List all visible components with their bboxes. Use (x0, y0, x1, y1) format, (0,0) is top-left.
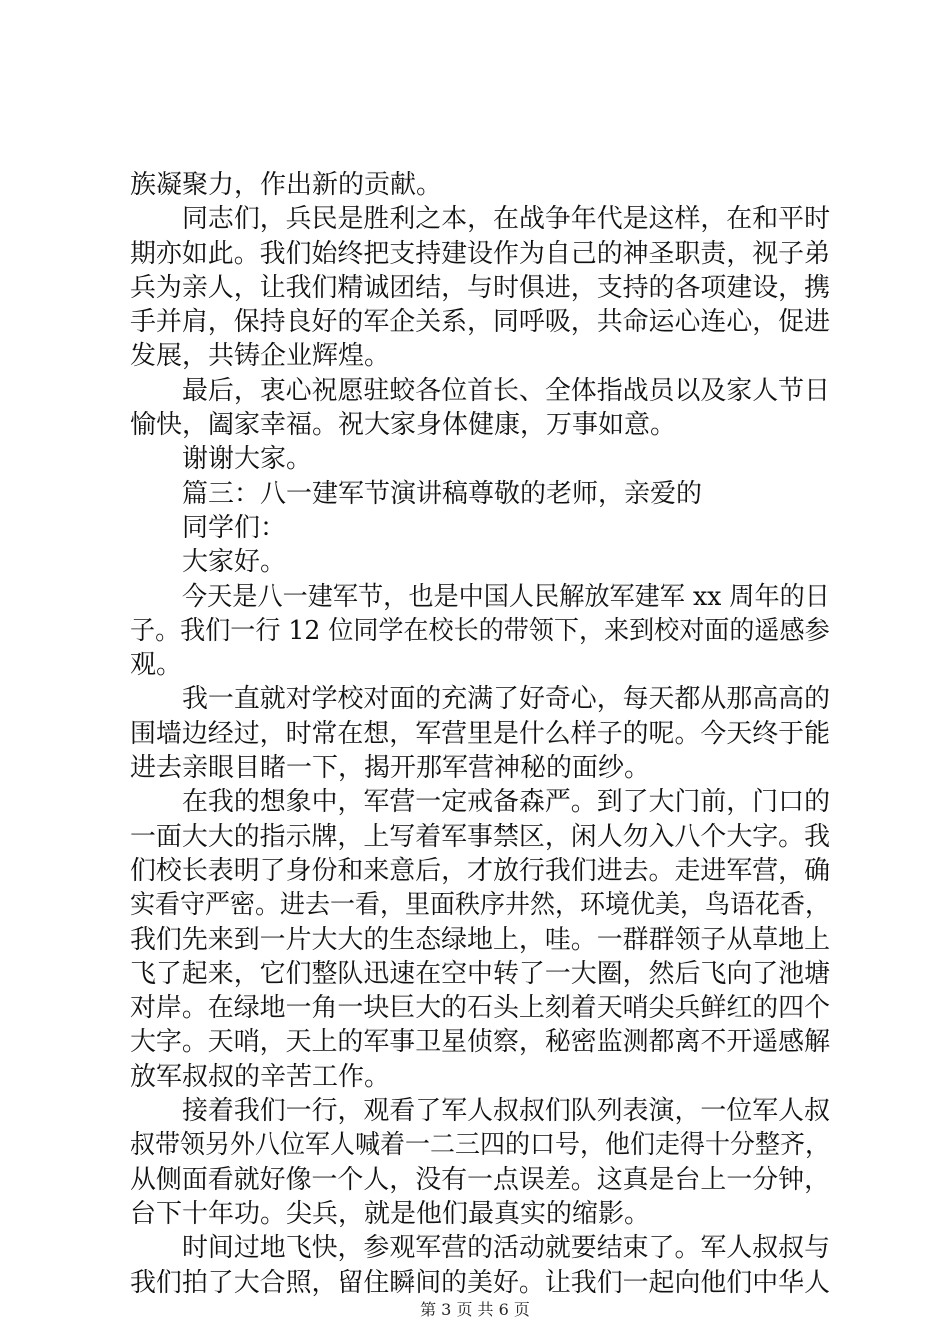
text-line: 篇三：八一建军节演讲稿尊敬的老师，亲爱的 (182, 478, 703, 509)
text-line: 观。 (130, 650, 183, 681)
text-line: 同学们： (182, 512, 287, 543)
text-line: 发展，共铸企业辉煌。 (130, 341, 391, 372)
text-line: 同志们，兵民是胜利之本，在战争年代是这样，在和平时 (182, 204, 831, 235)
text-line: 飞了起来，它们整队迅速在空中转了一大圈，然后飞向了池塘 (130, 958, 831, 989)
text-line: 大字。天哨，天上的军事卫星侦察，秘密监测都离不开遥感解 (130, 1027, 831, 1058)
text-line: 台下十年功。尖兵，就是他们最真实的缩影。 (130, 1198, 651, 1229)
text-line: 一面大大的指示牌，上写着军事禁区，闲人勿入八个大字。我 (130, 821, 831, 852)
text-line: 接着我们一行，观看了军人叔叔们队列表演，一位军人叔 (182, 1096, 831, 1127)
text-line: 期亦如此。我们始终把支持建设作为自己的神圣职责，视子弟 (130, 238, 831, 269)
text-line: 大家好。 (182, 547, 287, 578)
text-line: 在我的想象中，军营一定戒备森严。到了大门前，门口的 (182, 787, 831, 818)
text-line: 我们先来到一片大大的生态绿地上，哇。一群群领子从草地上 (130, 924, 831, 955)
text-line: 我一直就对学校对面的充满了好奇心，每天都从那高高的 (182, 684, 831, 715)
page-footer: 第 3 页 共 6 页 (420, 1300, 530, 1319)
text-line: 兵为亲人，让我们精诚团结，与时俱进，支持的各项建设，携 (130, 272, 831, 303)
text-line: 今天是八一建军节，也是中国人民解放军建军 xx 周年的日 (182, 581, 830, 612)
text-line: 族凝聚力，作出新的贡献。 (130, 170, 443, 200)
text-line: 我们拍了大合照，留住瞬间的美好。让我们一起向他们中华人 (130, 1267, 831, 1298)
text-line: 放军叔叔的辛苦工作。 (130, 1061, 391, 1092)
text-line: 对岸。在绿地一角一块巨大的石头上刻着天哨尖兵鲜红的四个 (130, 993, 831, 1024)
text-line: 时间过地飞快，参观军营的活动就要结束了。军人叔叔与 (182, 1233, 831, 1264)
text-line: 从侧面看就好像一个人，没有一点误差。这真是台上一分钟， (130, 1164, 831, 1195)
text-line: 最后，衷心祝愿驻蛟各位首长、全体指战员以及家人节日 (182, 375, 831, 406)
text-line: 们校长表明了身份和来意后，才放行我们进去。走进军营，确 (130, 855, 831, 886)
text-line: 谢谢大家。 (182, 444, 313, 475)
text-line: 手并肩，保持良好的军企关系，同呼吸，共命运心连心，促进 (130, 307, 831, 338)
text-line: 叔带领另外八位军人喊着一二三四的口号，他们走得十分整齐， (130, 1130, 830, 1161)
text-line: 围墙边经过，时常在想，军营里是什么样子的呢。今天终于能 (130, 718, 831, 749)
text-line: 实看守严密。进去一看，里面秩序井然，环境优美，鸟语花香， (130, 890, 830, 921)
document-body (130, 168, 830, 1300)
text-line: 子。我们一行 12 位同学在校长的带领下，来到校对面的遥感参 (130, 615, 830, 646)
text-line: 进去亲眼目睹一下，揭开那军营神秘的面纱。 (130, 753, 651, 784)
text-line: 愉快，阖家幸福。祝大家身体健康，万事如意。 (130, 410, 677, 441)
